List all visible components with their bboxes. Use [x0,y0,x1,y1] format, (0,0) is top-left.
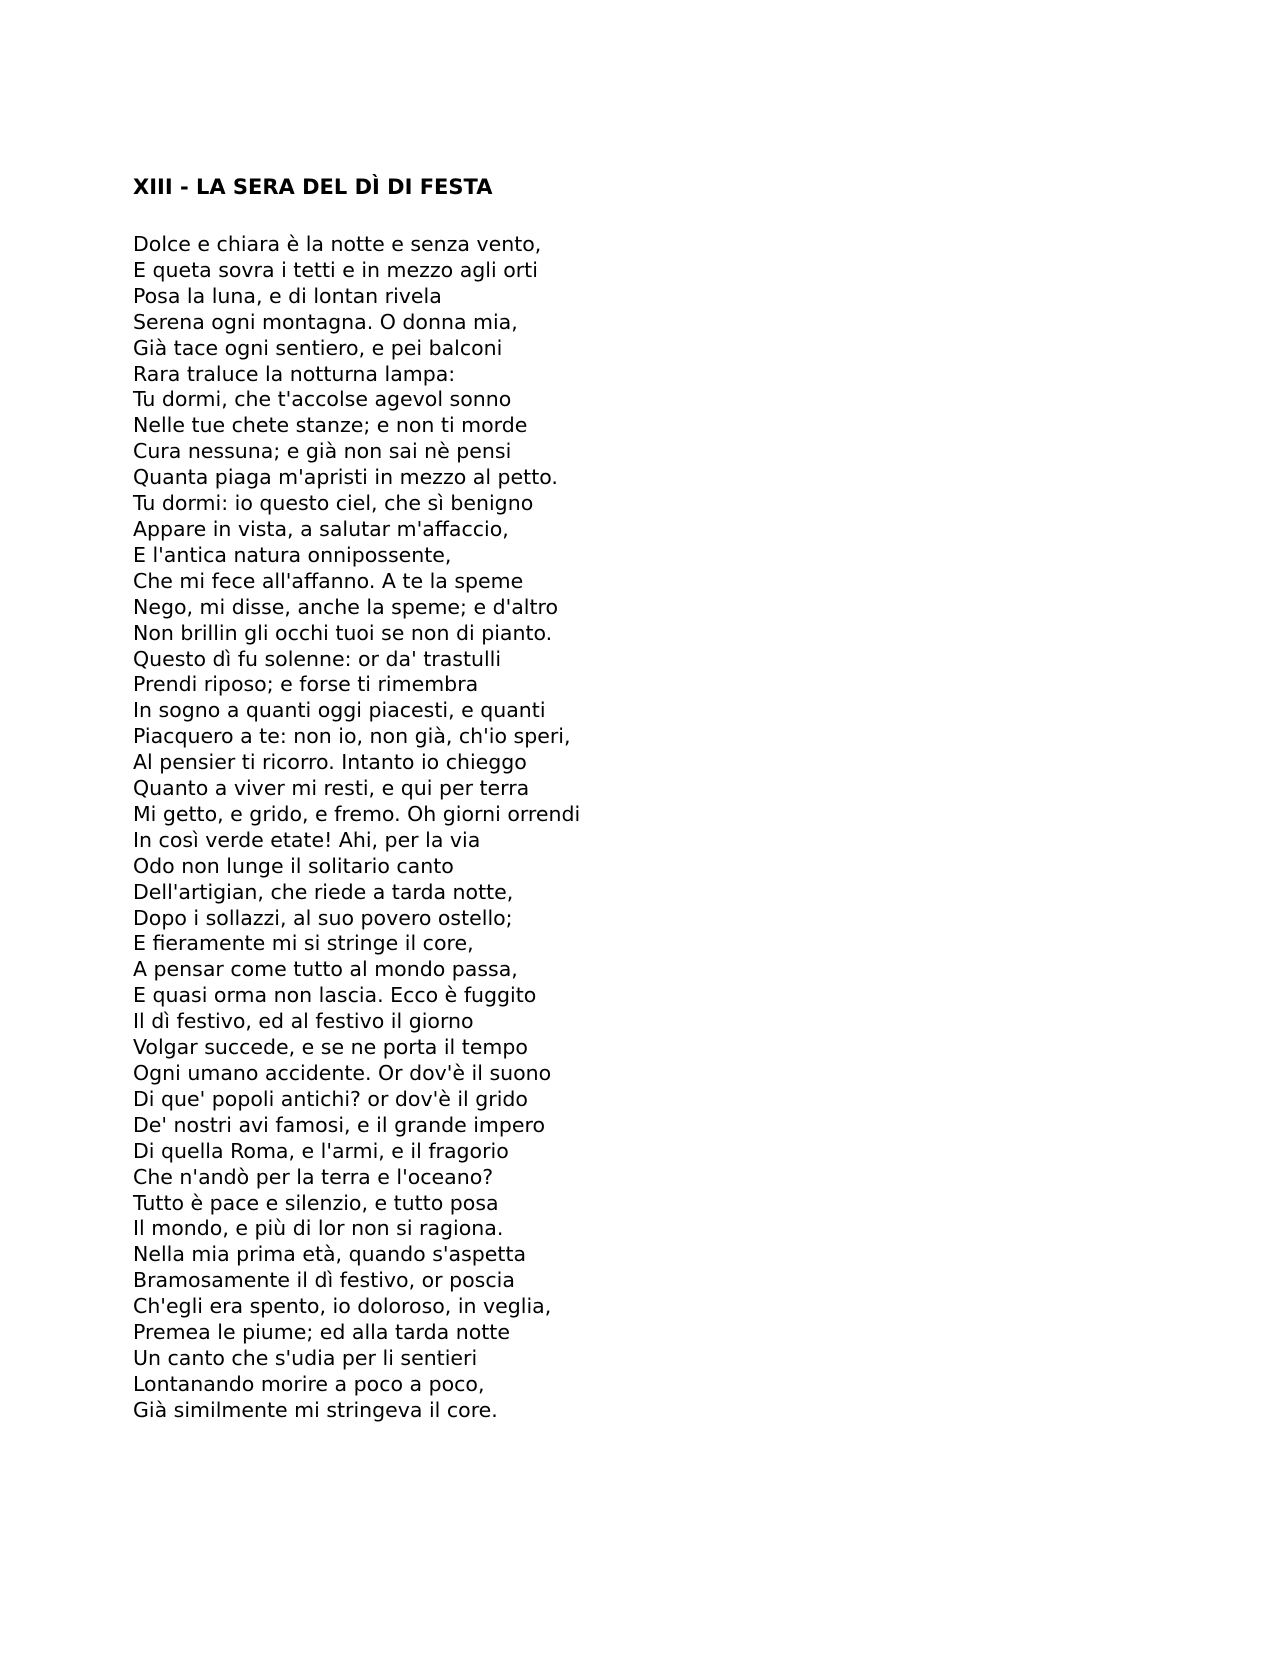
poem-line: E l'antica natura onnipossente, [133,542,452,567]
poem-line: Cura nessuna; e già non sai nè pensi [133,439,512,464]
poem-line: Quanto a viver mi resti, e qui per terra [133,776,530,801]
poem-line: Che n'andò per la terra e l'oceano? [133,1164,494,1189]
poem-line: Un canto che s'udia per li sentieri [133,1345,478,1370]
poem-line: Serena ogni montagna. O donna mia, [133,309,518,334]
poem-line: E quasi orma non lascia. Ecco è fuggito [133,983,537,1008]
poem-line: Nella mia prima età, quando s'aspetta [133,1242,527,1267]
poem-line: Tutto è pace e silenzio, e tutto posa [133,1190,499,1215]
poem-line: Dopo i sollazzi, al suo povero ostello; [133,905,513,930]
poem-line: Dell'artigian, che riede a tarda notte, [133,879,514,904]
poem-line: Odo non lunge il solitario canto [133,853,454,878]
poem-line: Dolce e chiara è la notte e senza vento, [133,232,542,256]
poem-line: Che mi fece all'affanno. A te la speme [133,568,524,593]
poem-line: Il mondo, e più di lor non si ragiona. [133,1216,504,1241]
poem-line: Questo dì fu solenne: or da' trastulli [133,646,502,671]
poem-body [133,232,580,1424]
poem-line: Non brillin gli occhi tuoi se non di pianto. [133,620,553,645]
poem-line: Tu dormi, che t'accolse agevol sonno [133,387,512,412]
poem-line: Volgar succede, e se ne porta il tempo [133,1035,528,1060]
poem-line: In sogno a quanti oggi piacesti, e quanti [133,698,546,723]
poem-line: A pensar come tutto al mondo passa, [133,957,518,982]
poem-line: Nelle tue chete stanze; e non ti morde [133,413,528,438]
poem-line: Già tace ogni sentiero, e pei balconi [133,335,503,360]
poem-line: E queta sovra i tetti e in mezzo agli orti [133,257,538,282]
poem-line: Appare in vista, a salutar m'affaccio, [133,516,509,541]
poem-line: E fieramente mi si stringe il core, [133,931,474,956]
poem-title: XIII - LA SERA DEL DÌ DI FESTA [133,175,493,199]
poem-line: Rara traluce la notturna lampa: [133,361,456,386]
poem-line: Già similmente mi stringeva il core. [133,1397,498,1422]
poem-line: Di que' popoli antichi? or dov'è il grido [133,1086,528,1111]
poem-line: In così verde etate! Ahi, per la via [133,827,481,852]
poem-line: Premea le piume; ed alla tarda notte [133,1320,510,1345]
poem-line: Bramosamente il dì festivo, or poscia [133,1268,515,1293]
poem-line: Posa la luna, e di lontan rivela [133,283,442,308]
poem-line: Nego, mi disse, anche la speme; e d'altro [133,594,559,619]
poem-line: Quanta piaga m'apristi in mezzo al petto. [133,465,558,490]
poem-line: Al pensier ti ricorro. Intanto io chieggo [133,750,527,775]
poem-line: Di quella Roma, e l'armi, e il fragorio [133,1138,509,1163]
poem-line: Prendi riposo; e forse ti rimembra [133,672,479,697]
poem-line: Mi getto, e grido, e fremo. Oh giorni orrendi [133,801,581,826]
poem-line: Il dì festivo, ed al festivo il giorno [133,1009,474,1034]
poem-line: Piacquero a te: non io, non già, ch'io speri, [133,724,571,749]
poem-line: Tu dormi: io questo ciel, che sì benigno [133,491,534,516]
poem-line: Ogni umano accidente. Or dov'è il suono [133,1061,552,1085]
poem-line: Ch'egli era spento, io doloroso, in veglia, [133,1294,552,1319]
poem-line: De' nostri avi famosi, e il grande impero [133,1112,546,1137]
poem-line: Lontanando morire a poco a poco, [133,1371,485,1396]
